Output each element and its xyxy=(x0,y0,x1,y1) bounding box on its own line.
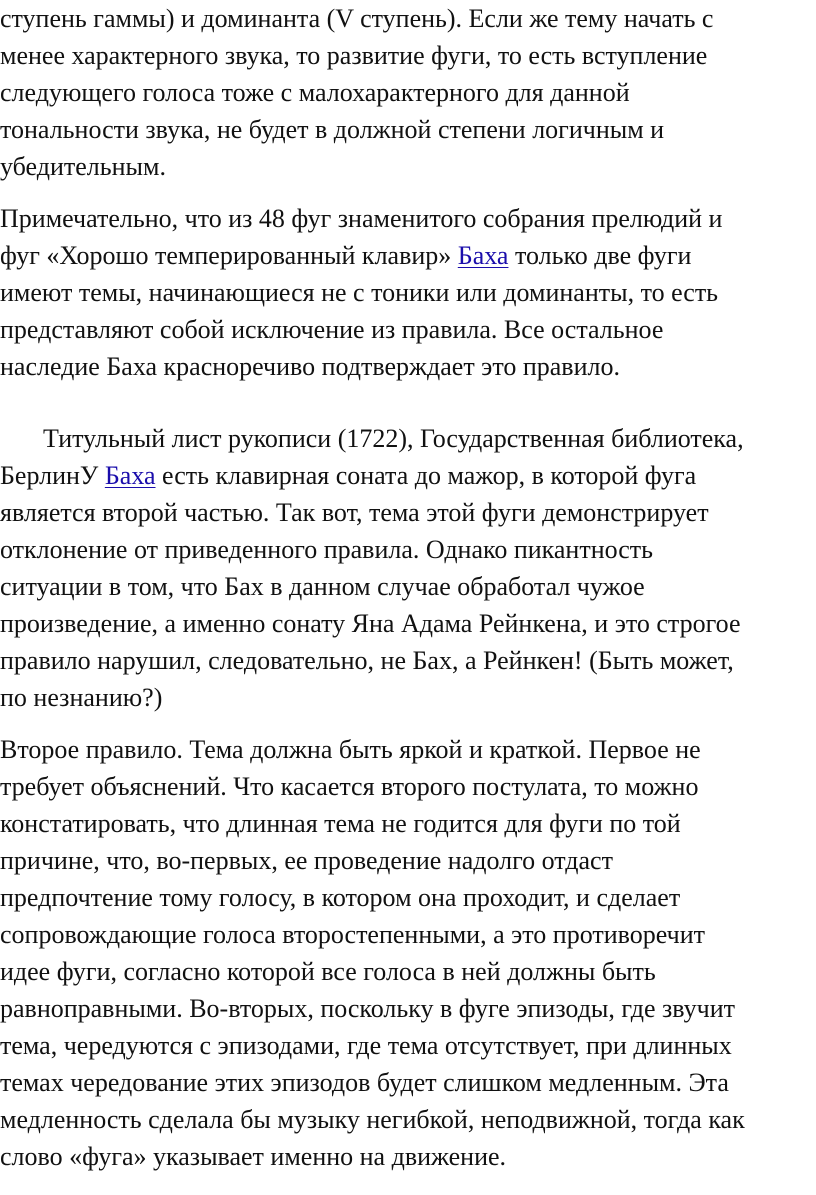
text-segment: БерлинУ xyxy=(0,461,105,490)
text-line: ступень гаммы) и доминанта (V ступень). Если же тему начать с xyxy=(0,4,714,33)
text-line xyxy=(0,457,696,494)
text-line: произведение, а именно сонату Яна Адама Рейнкена, и это строгое xyxy=(0,609,741,638)
text-segment: фуг «Хорошо темперированный клавир» xyxy=(0,241,458,270)
text-line: по незнанию?) xyxy=(0,683,163,712)
text-line xyxy=(0,237,691,274)
image-caption: Титульный лист рукописи (1722), Государственная библиотека, xyxy=(43,424,744,453)
text-line: констатировать, что длинная тема не годится для фуги по той xyxy=(0,809,681,838)
text-line: следующего голоса тоже с малохарактерного для данной xyxy=(0,78,630,107)
text-line: отклонение от приведенного правила. Однако пикантность xyxy=(0,535,654,564)
text-segment: есть клавирная соната до мажор, в которой фуга xyxy=(155,461,697,490)
text-line: темах чередование этих эпизодов будет слишком медленным. Эта xyxy=(0,1068,729,1097)
text-line: представляют собой исключение из правила. Все остальное xyxy=(0,315,664,344)
text-line: Второе правило. Тема должна быть яркой и краткой. Первое не xyxy=(0,735,701,764)
text-segment: только две фуги xyxy=(508,241,692,270)
text-line: сопровождающие голоса второстепенными, а это противоречит xyxy=(0,920,705,949)
text-line: слово «фуга» указывает именно на движение. xyxy=(0,1142,507,1171)
text-line: тональности звука, не будет в должной степени логичным и xyxy=(0,115,665,144)
bach-link[interactable]: Баха xyxy=(104,461,156,490)
text-line: Примечательно, что из 48 фуг знаменитого собрания прелюдий и xyxy=(0,204,723,233)
text-line: убедительным. xyxy=(0,152,166,181)
text-line: равноправными. Во-вторых, поскольку в фуге эпизоды, где звучит xyxy=(0,994,736,1023)
text-line: тема, чередуются с эпизодами, где тема отсутствует, при длинных xyxy=(0,1031,732,1060)
text-line: идее фуги, согласно которой все голоса в ней должны быть xyxy=(0,957,656,986)
text-line: является второй частью. Так вот, тема этой фуги демонстрирует xyxy=(0,498,709,527)
text-line: имеют темы, начинающиеся не с тоники или доминанты, то есть xyxy=(0,278,719,307)
text-line: наследие Баха красноречиво подтверждает это правило. xyxy=(0,352,620,381)
text-line: требует объяснений. Что касается второго постулата, то можно xyxy=(0,772,699,801)
text-line: правило нарушил, следовательно, не Бах, а Рейнкен! (Быть может, xyxy=(0,646,734,675)
bach-link[interactable]: Баха xyxy=(457,241,509,270)
text-line: причине, что, во-первых, ее проведение надолго отдаст xyxy=(0,846,613,875)
text-line: предпочтение тому голосу, в котором она проходит, и сделает xyxy=(0,883,681,912)
text-line: медленность сделала бы музыку негибкой, неподвижной, тогда как xyxy=(0,1105,745,1134)
text-line: ситуации в том, что Бах в данном случае обработал чужое xyxy=(0,572,645,601)
text-line: менее характерного звука, то развитие фуги, то есть вступление xyxy=(0,41,708,70)
